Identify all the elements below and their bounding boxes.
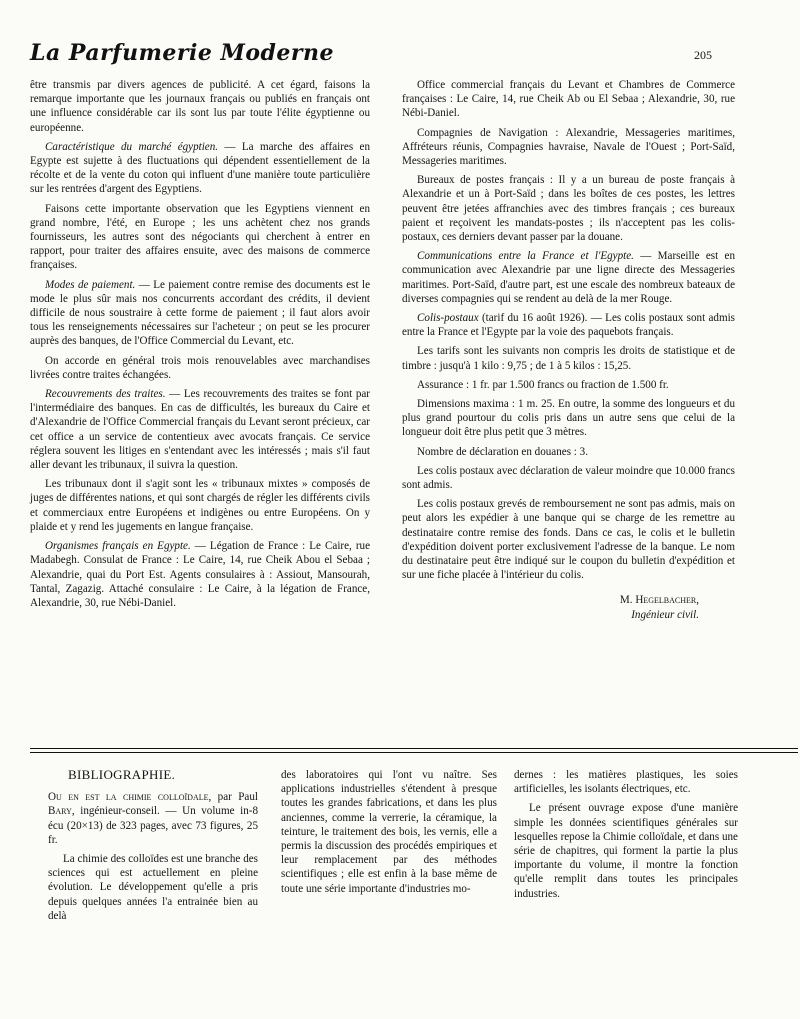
- paragraph-text: — La marche des affaires en Egypte est sujette à des fluctuations qui dépendent essentiellement de la récolte et de la vente du coton qui influent d'une manière toute particulière sur les rentrées d'argent des Egyptiens.: [30, 140, 370, 196]
- section-lead: Caractéristique du marché égyptien.: [45, 140, 219, 153]
- bibliography-column-2: [281, 768, 497, 901]
- article-paragraph: [30, 477, 370, 534]
- paragraph-text: Les tarifs sont les suivants non compris les droits de statistique et de timbre : jusqu'à 1 kilo : 9,75 ; de 1 à 5 kilos : 15,25.: [402, 345, 735, 372]
- paragraph-text: Office commercial français du Levant et Chambres de Commerce françaises : Le Caire, 14, rue Cheik Ab ou El Sebaa ; Alexandrie, 30, rue Nébi-Daniel.: [402, 79, 735, 120]
- section-lead: Colis-postaux: [417, 312, 479, 325]
- article-paragraph: [402, 249, 735, 306]
- journal-masthead: La Parfumerie Moderne: [30, 40, 335, 66]
- article-paragraph: [30, 539, 370, 610]
- paragraph-text: — Les recouvrements des traites se font par l'intermédiaire des banques. En cas de difficultés, les bureaux du Caire et d'Alexandrie de l'Office Commercial français du Levant seront précieux, car cet office a un service de contentieux avec avocats français. Ce service réglera souvent les litiges en s'entendant avec les intéressés ; mais s'il faut aller devant les tribunaux, il suivra la question.: [30, 388, 370, 472]
- paragraph-text: Dimensions maxima : 1 m. 25. En outre, la somme des longueurs et du plus grand pourtour du colis pris dans un autre sens que celui de la longueur doit être plus petit que 3 mètres.: [402, 398, 735, 439]
- left-column: [30, 78, 370, 615]
- review-paragraph: La chimie des colloïdes est une branche des sciences qui est actuellement en pleine évolution. Le développement qu'elle a pris depuis quelques années l'a entrainée bien au delà: [48, 853, 258, 922]
- paragraph-text: Bureaux de postes français : Il y a un bureau de poste français à Alexandrie et un à Port-Saïd ; dans les boîtes de ces postes, les lettres peuvent être jetées affranchies avec des timbres français ; ces bureaux paient et reçoivent les mandats-postes ; ils n'acceptent pas les colis-postaux, ces derniers devant passer par la douane.: [402, 174, 735, 244]
- paragraph-text: Assurance : 1 fr. par 1.500 francs ou fraction de 1.500 fr.: [417, 378, 669, 391]
- article-body: [30, 78, 735, 743]
- signature-author: M. Hegelbacher,: [619, 593, 699, 606]
- article-paragraph: [402, 464, 735, 492]
- book-reference-mid: , par Paul: [208, 791, 258, 804]
- article-paragraph: [402, 445, 735, 459]
- article-paragraph: [402, 311, 735, 339]
- page-number: 205: [694, 48, 712, 62]
- bibliography-section: [48, 768, 748, 1008]
- paragraph-text: Les tribunaux dont il s'agit sont les « tribunaux mixtes » composés de juges de différentes nations, et qui sont chargés de régler les différents civils et commerciaux entre Européens et indigènes ou entre Européens. On y plaide et y rend les jugements en langue française.: [30, 478, 370, 533]
- article-paragraph: [30, 278, 370, 349]
- section-lead: Recouvrements des traites.: [45, 388, 166, 401]
- article-paragraph: [30, 354, 370, 382]
- bibliography-column-3: [514, 768, 738, 906]
- paragraph-text: Nombre de déclaration en douanes : 3.: [417, 445, 588, 458]
- article-paragraph: [30, 78, 370, 135]
- article-paragraph: [402, 173, 735, 244]
- book-reference: [48, 790, 258, 847]
- paragraph-text: — Marseille est en communication avec Alexandrie par une ligne directe des Messageries maritimes. Port-Saïd, d'autre part, est une escale des nombreux bateaux de diverses compagnies qui se rendent au delà de la mer Rouge.: [402, 250, 735, 305]
- section-lead: Communications entre la France et l'Egypte.: [417, 250, 634, 263]
- signature: [402, 593, 735, 623]
- bibliography-column-1: [48, 768, 258, 928]
- section-lead: Organismes français en Egypte.: [45, 540, 191, 553]
- article-paragraph: [30, 202, 370, 273]
- article-paragraph: [30, 140, 370, 197]
- signature-title: Ingénieur civil.: [631, 608, 699, 621]
- paragraph-text: Les colis postaux grevés de remboursement ne sont pas admis, mais on peut alors les expédier à une banque qui se charge de les remettre au destinataire contre remise des fonds. Dans ce cas, le colis et le bulletin d'expédition doivent porter exclusivement l'adresse de la banque. Le nom du destinataire peut être indiqué sur le coupon du bulletin d'expédition et sur une fiche placée à l'intérieur du colis.: [402, 498, 735, 582]
- right-column: [402, 78, 735, 623]
- paragraph-text: — Le paiement contre remise des documents est le mode le plus sûr mais nos concurrents accordant des crédits, il devient difficile de nous soustraire à cette forme de paiement ; il faut alors avoir tous les renseignements nécessaires sur l'acheteur ; on peut se les procurer auprès des banques, de l'Office Commercial du Levant, etc.: [30, 278, 370, 348]
- article-paragraph: [402, 126, 735, 169]
- paragraph-text: Faisons cette importante observation que les Egyptiens viennent en grand nombre, l'été, en Europe ; les uns achètent chez nos grands fournisseurs, les autres sont des négociants qui cherchent à entrer en rapport, pour traiter des affaires ensuite, avec des maisons de commerce françaises.: [30, 202, 370, 272]
- article-paragraph: [402, 397, 735, 440]
- paragraph-text: Les colis postaux avec déclaration de valeur moindre que 10.000 francs sont admis.: [402, 464, 735, 492]
- paragraph-text: On accorde en général trois mois renouvelables avec marchandises livrées contre traites échangées.: [30, 354, 370, 381]
- paragraph-text: (tarif du 16 août 1926). — Les colis postaux sont admis entre la France et l'Egypte par la voie des paquebots français.: [402, 312, 735, 339]
- book-title: Ou en est la chimie colloïdale: [48, 791, 209, 804]
- section-divider-top: [30, 748, 798, 749]
- book-author: Bary: [48, 805, 72, 818]
- article-paragraph: [402, 497, 735, 582]
- review-paragraph: Le présent ouvrage expose d'une manière simple les données scientifiques générales sur lesquelles repose la Chimie colloïdale, et dans une série de chapitres, qui forment la partie la plus importante du volume, il montre la fonction qu'elle remplit dans toutes les principales industries.: [514, 802, 738, 900]
- article-paragraph: [402, 78, 735, 121]
- book-details: , ingénieur-conseil. — Un volume in-8 écu (20×13) de 323 pages, avec 73 figures, 25 fr.: [48, 805, 258, 846]
- section-lead: Modes de paiement.: [45, 278, 136, 291]
- section-divider-bottom: [30, 752, 798, 753]
- paragraph-text: être transmis par divers agences de publicité. A cet égard, faisons la remarque importante que les journaux français ou publiés en français ont une influence considérable car ils sont lus par toute l'élite égyptienne ou européenne.: [30, 79, 370, 134]
- article-paragraph: [402, 344, 735, 372]
- article-paragraph: [402, 378, 735, 392]
- review-paragraph: des laboratoires qui l'ont vu naître. Ses applications industrielles s'étendent à presque toutes les grandes fabrications, et dans les plus anciennes, comme la verrerie, la céramique, la teinture, le traitement des bois, les vernis, elle a permis la discussion des procédés empiriques et leur remplacement par des méthodes scientifiques ; elle est enfin à la base même de toute une série importante d'industries mo-: [281, 769, 497, 895]
- bibliography-heading: BIBLIOGRAPHIE.: [68, 767, 176, 782]
- review-paragraph: dernes : les matières plastiques, les soies artificielles, les isolants électriques, etc.: [514, 769, 738, 796]
- paragraph-text: Compagnies de Navigation : Alexandrie, Messageries maritimes, Affréteurs réunis, Compagnies havraise, Navale de l'Ouest ; Port-Saïd, Messageries maritimes.: [402, 126, 735, 168]
- article-paragraph: [30, 387, 370, 472]
- paragraph-text: — Légation de France : Le Caire, rue Madabegh. Consulat de France : Le Caire, 14, rue Cheik Abou el Sebaa ; Alexandrie, quai du Port Est. Agents consulaires à : Assiout, Mansourah, Tantal, Zagazig. Attaché consulaire : Le Caire, à la légation de France, Alexandrie, 30, rue Nébi-Daniel.: [30, 540, 370, 609]
